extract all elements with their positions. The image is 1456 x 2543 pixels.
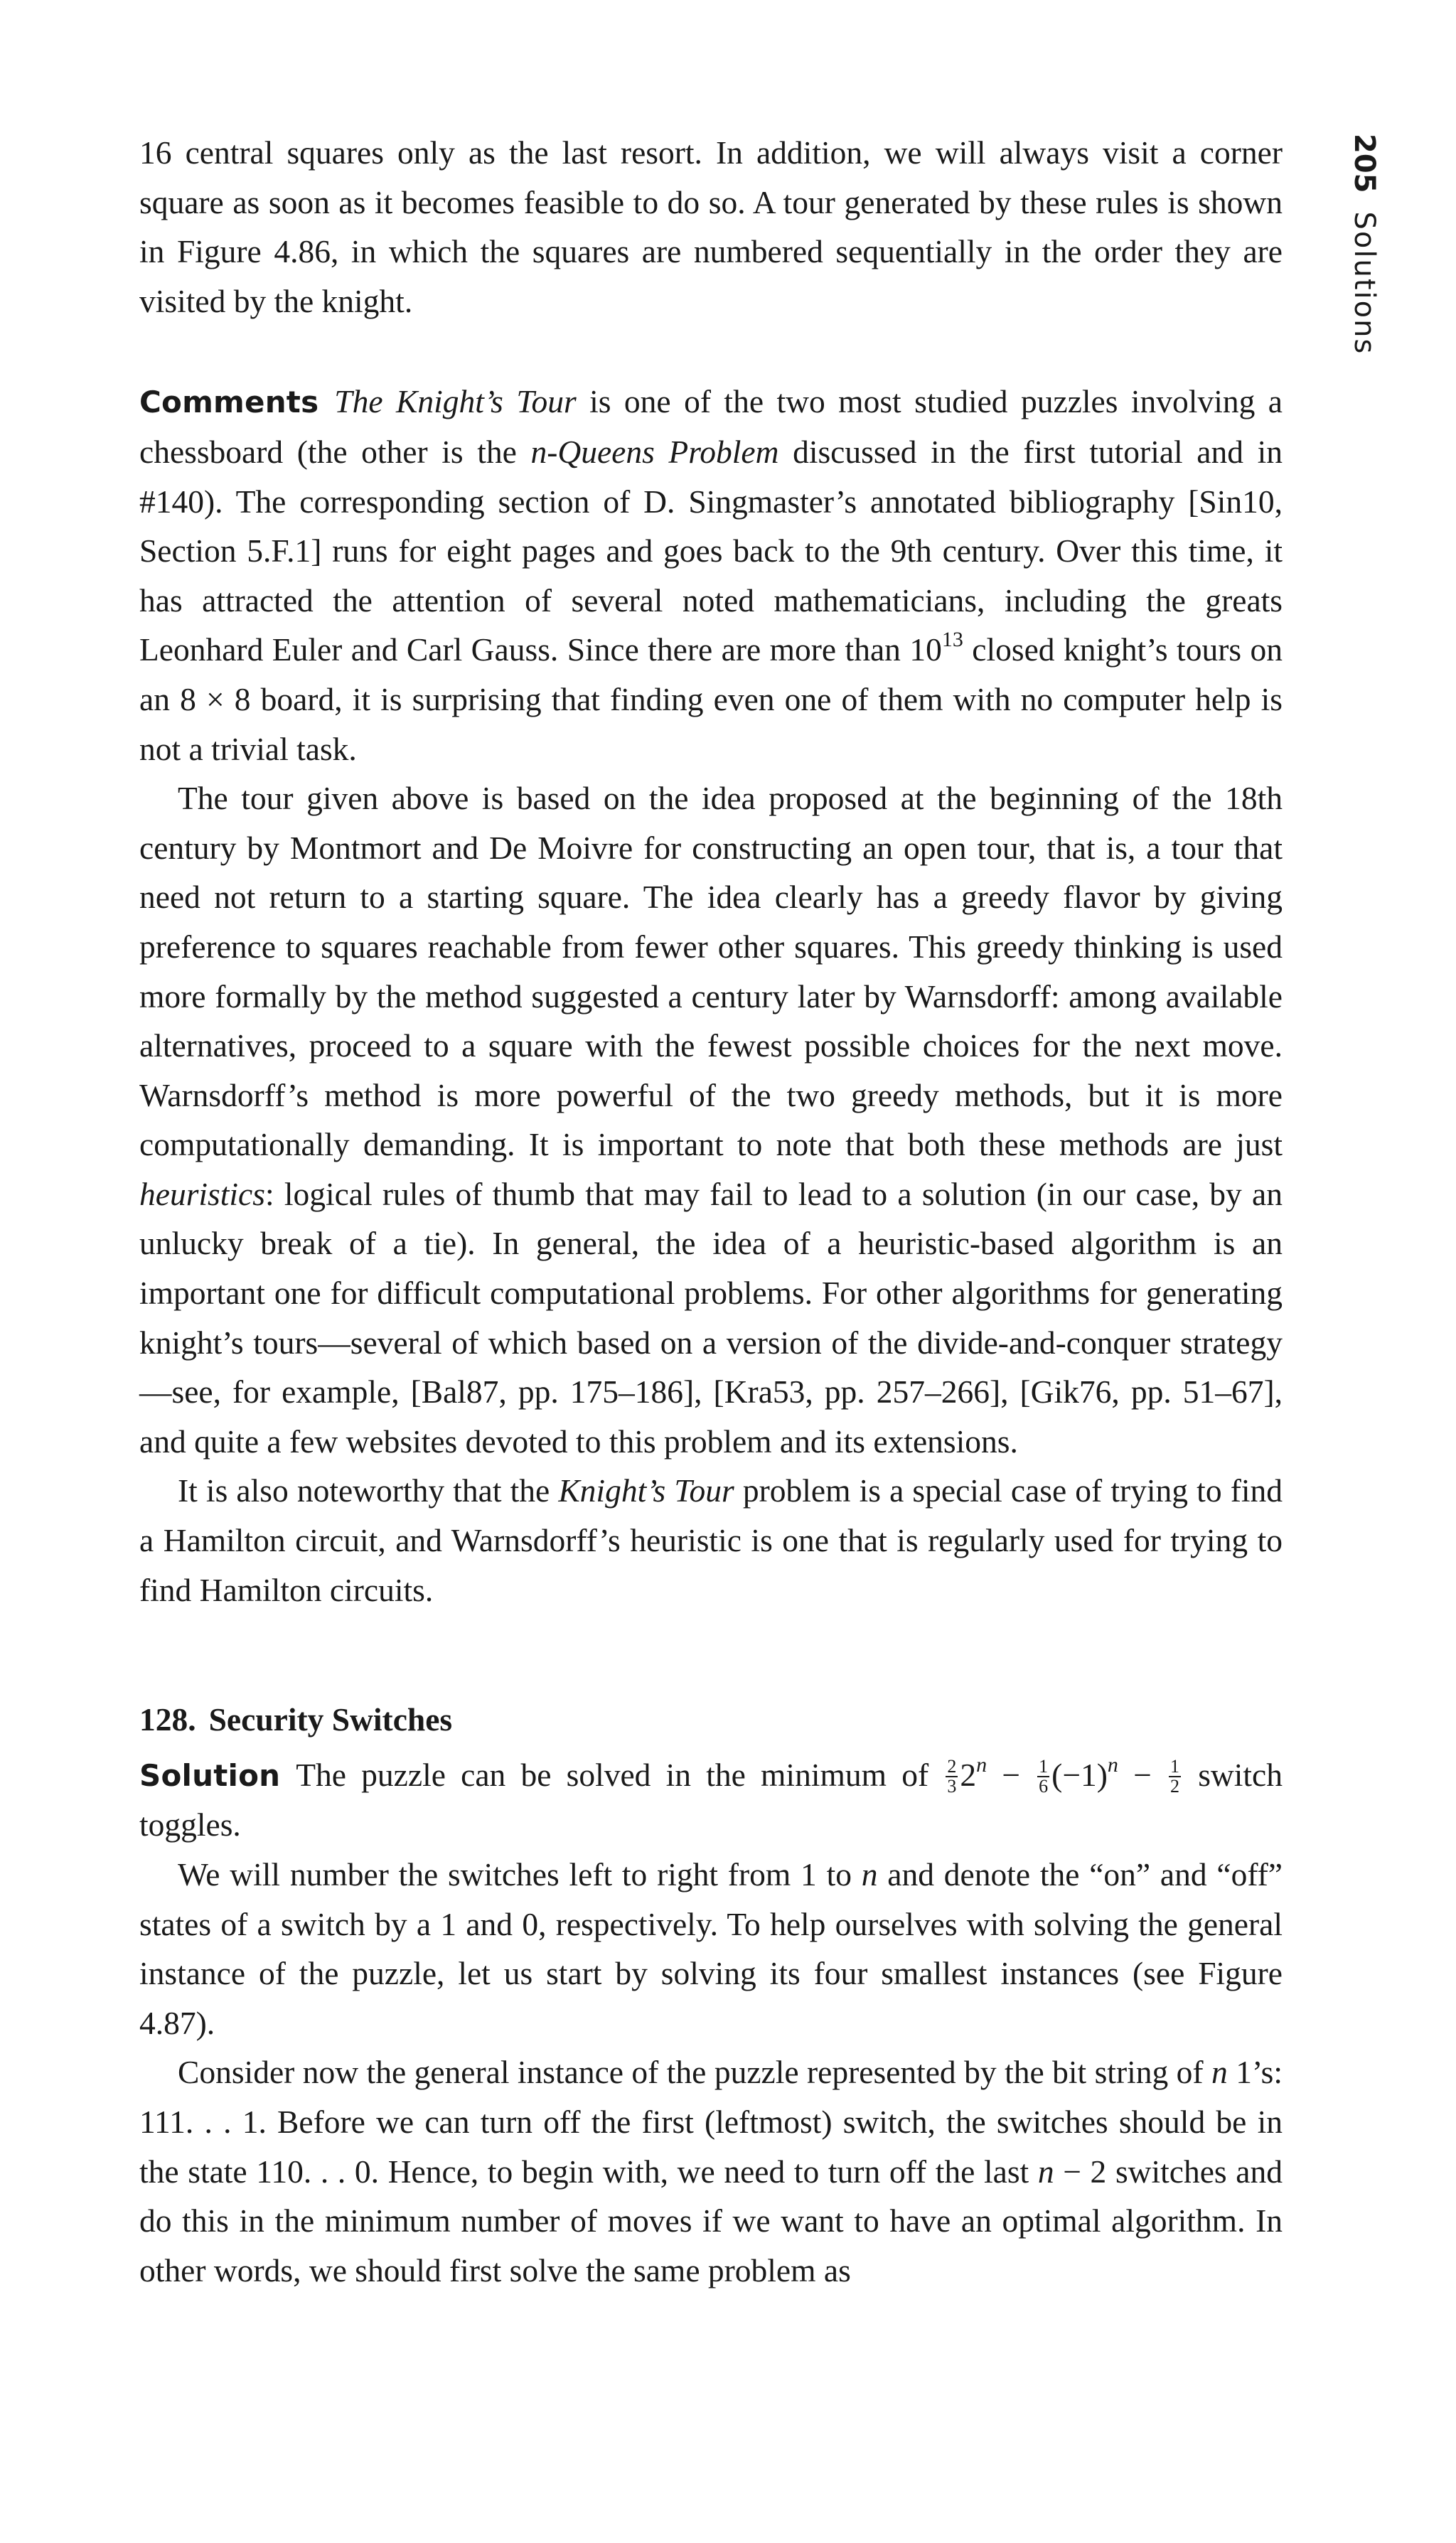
n-queens-title: n-Queens Problem	[530, 433, 779, 470]
knights-tour-title: The Knight’s Tour	[334, 383, 577, 420]
paragraph-knight-tour-rules: 16 central squares only as the last resort. In addition, we will always visit a corner square as soon as it becomes feasible to do so. A tour generated by these rules is shown in Figure 4.86, in which the squares are numbered sequentially in the order they are visited by the knight.	[139, 134, 1283, 319]
comments-label: Comments	[139, 385, 319, 420]
fraction: $\frac{1}{6}$	[1039, 1755, 1049, 1797]
heuristics-term: heuristics	[139, 1175, 265, 1212]
solution-label: Solution	[139, 1757, 281, 1793]
running-section-title: Solutions	[1348, 211, 1381, 355]
running-header	[1349, 134, 1379, 355]
page-body	[139, 128, 1283, 2295]
paragraph-solution: Solution The puzzle can be solved in the minimum of $\frac{2}{3}$ $2^n$ − $\frac{1}{6}$ $(-1)^n$ − $\frac{1}{2}$ switch toggles.	[139, 1752, 1283, 1843]
knights-tour-term: Knight’s Tour	[558, 1472, 734, 1509]
paragraph-greedy-methods: The tour given above is based on the idea proposed at the beginning of the 18th century by Montmort and De Moivre for constructing an open tour, that is, a tour that need not return to a starting square. The idea clearly has a greedy flavor by giving preference to squares reachable from fewer other squares. This greedy thinking is used more formally by the method suggested a century later by Warnsdorff: among available alternatives, proceed to a square with the fewest possible choices for the next move. Warnsdorff’s method is more powerful of the two greedy methods, but it is more computationally demanding. It is important to note that both these methods are just heuristics: logical rules of thumb that may fail to lead to a solution (in our case, by an unlucky break of a tie). In general, the idea of a heuristic-based algorithm is an important one for difficult computational problems. For other algorithms for generating knight’s tours—several of which based on a version of the divide-and-conquer strategy—see, for example, [Bal87, pp. 175–186], [Kra53, pp. 257–266], [Gik76, pp. 51–67], and quite a few websites devoted to this problem and its extensions.	[139, 780, 1283, 1460]
fraction: $\frac{1}{2}$	[1169, 1755, 1179, 1797]
spacer	[139, 326, 1283, 377]
page-number: 205	[1348, 134, 1381, 193]
section-title: Security Switches	[208, 1701, 453, 1738]
paragraph-comments: Comments The Knight’s Tour is one of the two most studied puzzles involving a chessboard (the other is the n-Queens Problem discussed in the first tutorial and in #140). The corresponding section of D. Singmaster’s annotated bibliography [Sin10, Section 5.F.1] runs for eight pages and goes back to the 9th century. Over this time, it has attracted the attention of several noted mathematicians, including the greats Leonhard Euler and Carl Gauss. Since there are more than $10^{13}$ closed knight’s tours on an 8 × 8 board, it is surprising that finding even one of them with no computer help is not a trivial task.	[139, 383, 1283, 767]
fraction: $\frac{2}{3}$	[947, 1755, 957, 1797]
paragraph-hamilton-circuit: It is also noteworthy that the Knight’s Tour problem is a special case of trying to find a Hamilton circuit, and Warnsdorff’s heuristic is one that is regularly used for trying to find Hamilton circuits.	[139, 1472, 1283, 1608]
exponent: 13	[941, 628, 963, 652]
section-number: 128.	[139, 1701, 196, 1738]
spacer	[139, 1745, 1283, 1750]
section-heading	[139, 1695, 1283, 1745]
spacer	[139, 1615, 1283, 1695]
paragraph-general-instance: Consider now the general instance of the puzzle represented by the bit string of n 1’s: 111. . . 1. Before we can turn off the first (leftmost) switch, the switches should be in the state 110. . . 0. Hence, to begin with, we need to turn off the last n − 2 switches and do this in the minimum number of moves if we want to have an optimal algorithm. In other words, we should first solve the same problem as	[139, 2054, 1283, 2288]
paragraph-switch-numbering: We will number the switches left to right from 1 to n and denote the “on” and “off” states of a switch by a 1 and 0, respectively. To help ourselves with solving the general instance of the puzzle, let us start by solving its four smallest instances (see Figure 4.87).	[139, 1856, 1283, 2041]
